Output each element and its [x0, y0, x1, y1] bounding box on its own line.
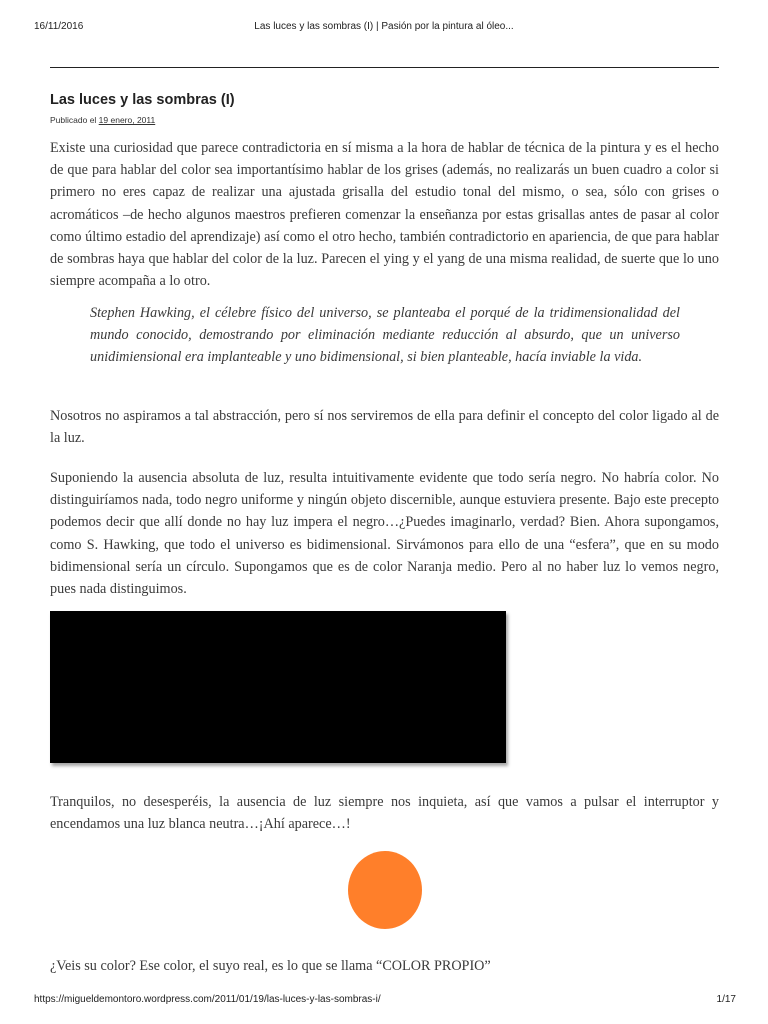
print-page-title: Las luces y las sombras (I) | Pasión por la pintura al óleo...: [254, 21, 514, 32]
post-date-link[interactable]: 19 enero, 2011: [98, 115, 156, 125]
post-meta-prefix: Publicado el: [50, 115, 99, 125]
orange-circle-image: [348, 851, 422, 929]
print-footer: [0, 994, 768, 1008]
paragraph-intro-text: Existe una curiosidad que parece contradictoria en sí misma a la hora de hablar de técnica de la pintura y es el hecho de que para hablar del color sea importantísimo hablar de los grises (además, no realizarás un buen cuadro a color si primero no eres capaz de realizar una ajustada grisalla del estudio tonal del mismo, o sea, sólo con grises o acromáticos –de hecho algunos maestros prefieren comenzar la enseñanza por estas grisallas antes de pasar al color como último estadio del aprendizaje) así como el otro hecho, también contradictorio en apariencia, de que para hablar de sombras haya que hablar del color de la luz. Parecen el ying y el yang de una misma realidad, de suerte que lo uno siempre acompaña a lo otro.: [50, 140, 719, 290]
paragraph-darkness-text: Suponiendo la ausencia absoluta de luz, resulta intuitivamente evidente que todo sería negro. No habría color. No distinguiríamos nada, todo negro uniforme y ningún objeto discernible, aunque estuviera presente. Bajo este precepto podemos decir que allí donde no hay luz impera el negro…¿Puedes imaginarlo, verdad? Bien. Ahora supongamos, como S. Hawking, que todo el universo es bidimensional. Sirvámonos para ello de una “esfera”, que en su modo bidimensional sería un círculo. Supongamos que es de color Naranja medio. Pero al no haber luz lo vemos negro, pues nada distinguimos.: [50, 470, 719, 598]
print-url: https://migueldemontoro.wordpress.com/2011/01/19/las-luces-y-las-sombras-i/: [34, 994, 381, 1005]
paragraph-intro: [50, 137, 719, 292]
post-title: Las luces y las sombras (I): [50, 92, 235, 108]
paragraph-color-propio: [50, 955, 719, 977]
paragraph-darkness: [50, 467, 719, 600]
blockquote-hawking: Stephen Hawking, el célebre físico del universo, se planteaba el porqué de la tridimensionalidad del mundo conocido, demostrando por eliminación mediante reducción al absurdo, que un universo unidimiensional era implanteable y uno bidimensional, si bien planteable, hacía inviable la vida.: [90, 305, 680, 366]
paragraph-abstraction-text: Nosotros no aspiramos a tal abstracción, pero sí nos serviremos de ella para definir el concepto del color ligado al de la luz.: [50, 408, 719, 447]
print-date: 16/11/2016: [34, 21, 84, 32]
print-header: [0, 21, 768, 35]
paragraph-light-switch: [50, 791, 719, 835]
print-page-number: 1/17: [716, 994, 736, 1005]
paragraph-abstraction: [50, 405, 719, 449]
black-image: [50, 611, 506, 763]
paragraph-light-switch-text: Tranquilos, no desesperéis, la ausencia de luz siempre nos inquieta, así que vamos a pulsar el interruptor y encendamos una luz blanca neutra…¡Ahí aparece…!: [50, 794, 719, 833]
header-divider: [50, 67, 719, 68]
post-meta: [50, 115, 155, 125]
paragraph-color-propio-text: ¿Veis su color? Ese color, el suyo real, es lo que se llama “COLOR PROPIO”: [50, 958, 491, 974]
